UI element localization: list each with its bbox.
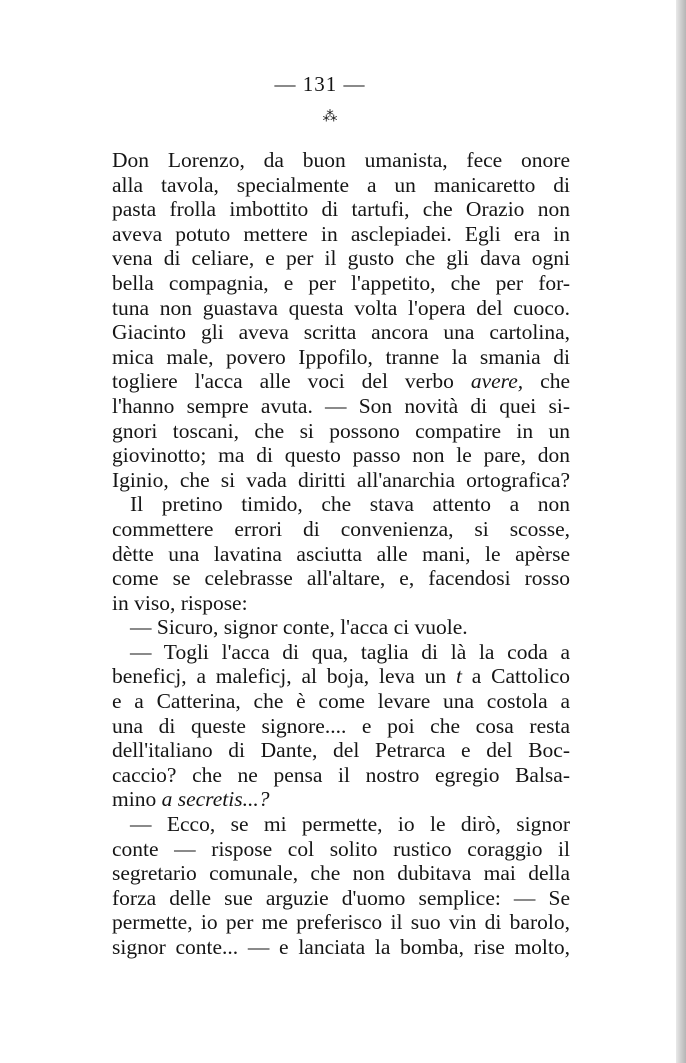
text-line: — Togli l'acca di qua, taglia di là la coda a (130, 639, 570, 664)
body-text (112, 148, 570, 960)
text-line: mica male, povero Ippofilo, tranne la smania di (112, 344, 570, 369)
text-line: signor conte... — e lanciata la bomba, rise molto, (112, 935, 570, 959)
text-segment: a Cattolico (461, 664, 570, 689)
text-line: vena di celiare, e per il gusto che gli dava ogni (112, 246, 570, 271)
italic-phrase: a secretis...? (161, 787, 270, 812)
text-line: come se celebrasse all'altare, e, facendosi rosso (112, 566, 570, 591)
italic-word: avere, (470, 369, 524, 394)
text-line: pasta frolla imbottito di tartufi, che Orazio non (112, 197, 570, 222)
text-line: l'hanno sempre avuta. — Son novità di quei si- (112, 393, 570, 418)
text-line: Don Lorenzo, da buon umanista, fece onore (112, 148, 570, 172)
text-segment: che (523, 369, 570, 394)
text-line: conte — rispose col solito rustico coraggio il (112, 836, 570, 861)
text-line: Il pretino timido, che stava attento a non (130, 492, 570, 517)
text-line: commettere errori di convenienza, si scosse, (112, 516, 570, 541)
text-line: giovinotto; ma di questo passo non le pare, don (112, 443, 570, 468)
text-line (112, 369, 570, 394)
text-line: — Ecco, se mi permette, io le dirò, signor (130, 812, 570, 837)
page-number: — 131 — (274, 72, 366, 96)
section-separator: ⁂ (322, 109, 338, 125)
text-segment: togliere l'acca alle voci del verbo (112, 369, 471, 394)
text-line (112, 664, 570, 689)
text-line: segretario comunale, che non dubitava mai della (112, 861, 570, 886)
text-line: aveva potuto mettere in asclepiadei. Egli era in (112, 221, 570, 246)
italic-word: t (455, 664, 462, 689)
text-line: Iginio, che si vada diritti all'anarchia ortografica? (112, 467, 570, 492)
text-line: permette, io per me preferisco il suo vin di barolo, (112, 910, 570, 935)
text-line: tuna non guastava questa volta l'opera del cuoco. (112, 295, 570, 320)
text-line: dètte una lavatina asciutta alle mani, le apèrse (112, 541, 570, 566)
text-segment: beneficj, a maleficj, al boja, leva un (112, 664, 456, 689)
book-spine-shadow (676, 0, 686, 1063)
text-segment: mino (112, 787, 162, 812)
text-line: in viso, rispose: (112, 590, 248, 615)
text-line (112, 787, 570, 812)
text-line: e a Catterina, che è come levare una costola a (112, 689, 570, 714)
text-line: dell'italiano di Dante, del Petrarca e del Boc- (112, 738, 570, 763)
text-line: Giacinto gli aveva scritta ancora una cartolina, (112, 320, 570, 345)
text-line: alla tavola, specialmente a un manicaretto di (112, 172, 570, 197)
text-line: bella compagnia, e per l'appetito, che per for- (112, 270, 570, 295)
text-line: una di queste signore.... e poi che cosa resta (112, 713, 570, 738)
text-line: forza delle sue arguzie d'uomo semplice: — Se (112, 885, 570, 910)
text-line: gnori toscani, che si possono compatire in un (112, 418, 570, 443)
text-line: — Sicuro, signor conte, l'acca ci vuole. (130, 615, 468, 640)
text-line: caccio? che ne pensa il nostro egregio Balsa- (112, 762, 570, 787)
